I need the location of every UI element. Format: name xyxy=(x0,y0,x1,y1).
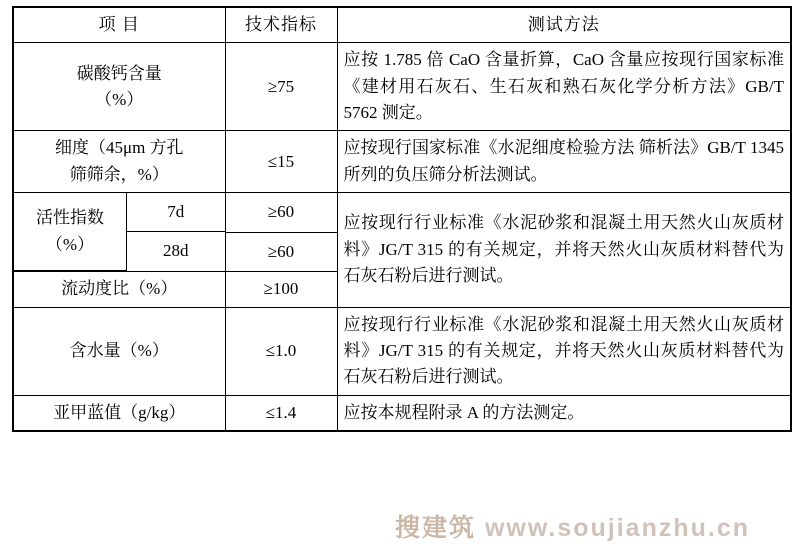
activity-subrow-28d-label: 28d xyxy=(163,241,189,261)
header-item: 项 目 xyxy=(13,7,225,43)
table-row xyxy=(13,307,791,395)
item-line-2: 筛筛余，%） xyxy=(69,164,169,184)
row-item-moisture xyxy=(13,307,225,395)
row-item-carbonate xyxy=(13,43,225,131)
row-item-activity xyxy=(13,193,225,272)
activity-split-table xyxy=(14,193,225,271)
table-row xyxy=(13,193,791,272)
header-index: 技术指标 xyxy=(225,7,337,43)
row-index-flow-ratio: ≥100 xyxy=(225,272,337,307)
row-item-flow-ratio xyxy=(13,272,225,307)
row-method-activity-flow: 应按现行行业标准《水泥砂浆和混凝土用天然火山灰质材料》JG/T 315 的有关规定，并将天然火山灰质材料替代为石灰石粉后进行测试。 xyxy=(337,193,791,308)
row-index-moisture: ≤1.0 xyxy=(225,307,337,395)
item-line-1: 流动度比（%） xyxy=(61,279,178,299)
row-method-fineness: 应按现行国家标准《水泥细度检验方法 筛析法》GB/T 1345 所列的负压筛分析法测试。 xyxy=(337,131,791,193)
specification-table xyxy=(12,6,792,432)
row-method-moisture: 应按现行行业标准《水泥砂浆和混凝土用天然火山灰质材料》JG/T 315 的有关规定，并将天然火山灰质材料替代为石灰石粉后进行测试。 xyxy=(337,307,791,395)
watermark-text-primary: 搜建筑 xyxy=(395,514,477,542)
item-line-1: 亚甲蓝值（g/kg） xyxy=(53,402,186,422)
row-index-carbonate: ≥75 xyxy=(225,43,337,131)
row-index-fineness: ≤15 xyxy=(225,131,337,193)
row-index-activity xyxy=(225,193,337,272)
row-method-methylene-blue: 应按本规程附录 A 的方法测定。 xyxy=(337,395,791,431)
watermark xyxy=(395,508,795,552)
item-line-1: 碳酸钙含量 xyxy=(76,63,162,83)
row-method-carbonate: 应按 1.785 倍 CaO 含量折算，CaO 含量应按现行国家标准《建材用石灰石、生石灰和熟石灰化学分析方法》GB/T 5762 测定。 xyxy=(337,43,791,131)
watermark-text-secondary: www.soujianzhu.cn xyxy=(484,514,750,542)
row-item-fineness xyxy=(13,131,225,193)
activity-subrow-7d-index: ≥60 xyxy=(226,193,337,232)
item-line-2: （%） xyxy=(45,234,95,254)
table-header-row xyxy=(13,7,791,43)
table-row xyxy=(13,395,791,431)
item-line-1: 含水量（%） xyxy=(69,340,169,360)
row-index-methylene-blue: ≤1.4 xyxy=(225,395,337,431)
item-line-2: （%） xyxy=(95,89,144,109)
activity-index-split-table xyxy=(226,193,337,271)
item-line-1: 活性指数 xyxy=(36,208,104,228)
table-row xyxy=(13,43,791,131)
activity-label-cell xyxy=(14,193,127,271)
row-item-methylene-blue xyxy=(13,395,225,431)
activity-subrow-28d-index: ≥60 xyxy=(267,241,295,261)
item-line-1: 细度（45μm 方孔 xyxy=(54,138,184,158)
table-row xyxy=(13,131,791,193)
activity-subrow-7d-label: 7d xyxy=(127,193,225,232)
header-method: 测试方法 xyxy=(337,7,791,43)
